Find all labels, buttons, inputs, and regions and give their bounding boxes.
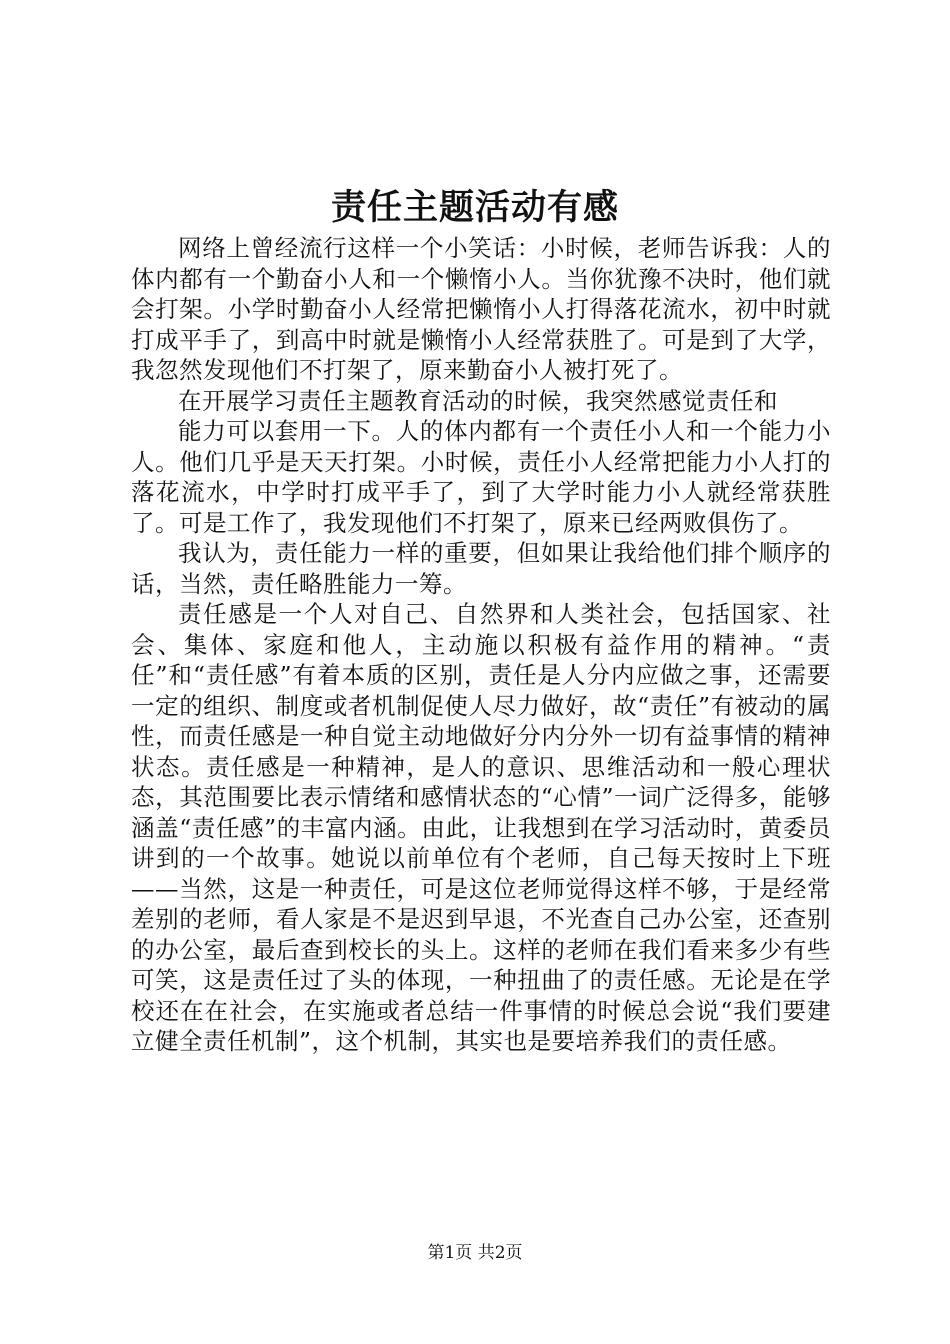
paragraph-1: 网络上曾经流行这样一个小笑话：小时候，老师告诉我：人的体内都有一个勤奋小人和一个懒惰小人。当你犹豫不决时，他们就会打架。小学时勤奋小人经常把懒惰小人打得落花流水，初中时就打成平手了，到高中时就是懒惰小人经常获胜了。可是到了大学，我忽然发现他们不打架了，原来勤奋小人被打死了。 [131,234,831,384]
paragraph-3: 能力可以套用一下。人的体内都有一个责任小人和一个能力小人。他们几乎是天天打架。小时候，责任小人经常把能力小人打的落花流水，中学时打成平手了，到了大学时能力小人就经常获胜了。可是工作了，我发现他们不打架了，原来已经两败俱伤了。 [131,417,831,537]
page-footer: 第1页 共2页 [427,1243,523,1263]
paragraph-4: 我认为，责任能力一样的重要，但如果让我给他们排个顺序的话，当然，责任略胜能力一筹。 [131,539,831,598]
paragraph-2: 在开展学习责任主题教育活动的时候，我突然感觉责任和 [178,386,778,415]
document-body [131,233,831,1057]
paragraph-5: 责任感是一个人对自己、自然界和人类社会，包括国家、社会、集体、家庭和他人，主动施以积极有益作用的精神。“责任”和“责任感”有着本质的区别，责任是人分内应做之事，还需要一定的组织、制度或者机制促使人尽力做好，故“责任”有被动的属性，而责任感是一种自觉主动地做好分内分外一切有益事情的精神状态。责任感是一种精神，是人的意识、思维活动和一般心理状态，其范围要比表示情绪和感情状态的“心情”一词广泛得多，能够涵盖“责任感”的丰富内涵。由此，让我想到在学习活动时，黄委员讲到的一个故事。她说以前单位有个老师，自己每天按时上下班——当然，这是一种责任，可是这位老师觉得这样不够，于是经常差别的老师，看人家是不是迟到早退，不光查自己办公室，还查别的办公室，最后查到校长的头上。这样的老师在我们看来多少有些可笑，这是责任过了头的体现，一种扭曲了的责任感。无论是在学校还在在社会，在实施或者总结一件事情的时候总会说“我们要建立健全责任机制”，这个机制，其实也是要培养我们的责任感。 [131,600,831,1055]
document-title: 责任主题活动有感 [330,187,619,228]
